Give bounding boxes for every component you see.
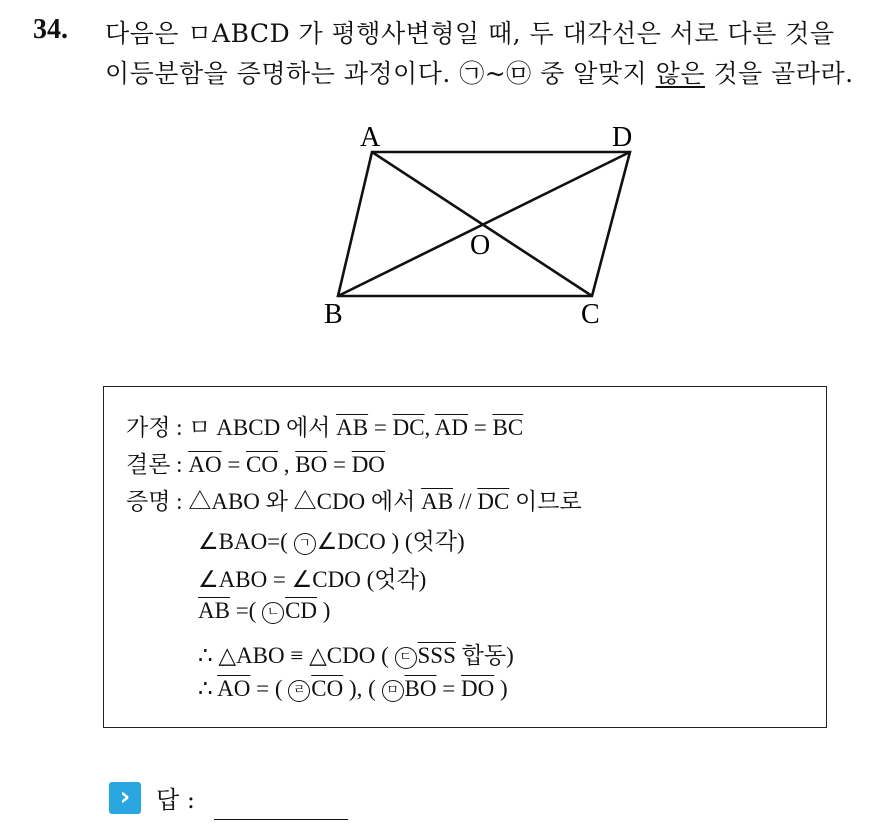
segment-ao: $\overline{AO}$ (188, 452, 222, 477)
question-text-line1: 다음은 ㅁABCD 가 평행사변형일 때, 두 대각선은 서로 다른 것을 (105, 19, 835, 48)
answer-arrow-icon: › (109, 782, 141, 814)
proof-step-3 (198, 598, 330, 624)
vertex-label-c: C (581, 299, 600, 330)
proof-assumption (126, 409, 523, 442)
segment-co: $\overline{CO}$ (311, 676, 344, 701)
segment-ab: $\overline{AB}$ (421, 489, 454, 514)
proof-text: = (368, 415, 393, 440)
proof-conclusion (126, 446, 385, 479)
proof-text: △ABO 와 △CDO 에서 (188, 489, 422, 514)
sss-label: $\overline{SSS}$ (417, 643, 456, 668)
segment-ad: $\overline{AD}$ (434, 415, 468, 440)
underlined-word: 않은 (655, 59, 705, 88)
segment-do: $\overline{DO}$ (351, 452, 385, 477)
question-text-line2 (105, 54, 854, 90)
proof-text: ∴ (198, 676, 218, 701)
proof-text: = (221, 452, 247, 477)
proof-text: = ( (250, 676, 289, 701)
proof-text: ∴ △ABO ≡ △CDO ( (198, 643, 395, 668)
proof-text: 합동) (455, 643, 514, 668)
proof-heading: 결론 : (126, 452, 189, 477)
vertex-label-b: B (324, 299, 343, 330)
parallelogram-figure (300, 118, 670, 338)
proof-text: =( (229, 598, 263, 623)
proof-heading: 증명 : (126, 489, 189, 514)
circled-marker-5: ㅁ (382, 680, 404, 702)
circled-marker-4: ㄹ (288, 680, 310, 702)
segment-cd: $\overline{CD}$ (285, 598, 318, 623)
proof-step-4 (198, 637, 514, 670)
proof-step-parallel (126, 483, 582, 516)
proof-text: ∠ABO = ∠CDO (엇각) (198, 567, 427, 592)
proof-text: ) (317, 598, 331, 623)
circled-marker-2: ㄴ (262, 602, 284, 624)
diagonal-bd (338, 152, 630, 296)
question-text-part: 것을 골라라. (704, 59, 854, 88)
proof-text: ) (494, 676, 508, 701)
proof-text: // (453, 489, 478, 514)
segment-dc: $\overline{DC}$ (392, 415, 425, 440)
segment-co: $\overline{CO}$ (246, 452, 278, 477)
segment-bo: $\overline{BO}$ (295, 452, 328, 477)
proof-text: 이므로 (509, 489, 582, 514)
proof-text: = (327, 452, 352, 477)
proof-text: = (468, 415, 493, 440)
proof-step-5 (198, 676, 508, 702)
segment-ab: $\overline{AB}$ (198, 598, 230, 623)
proof-text: ∠DCO ) (엇각) (316, 529, 465, 554)
proof-text: ), ( (343, 676, 382, 701)
proof-heading: 가정 : (126, 415, 189, 440)
proof-text: ∠BAO=( (198, 529, 294, 554)
vertex-label-d: D (612, 122, 633, 153)
point-label-o: O (470, 230, 491, 261)
proof-box (103, 386, 827, 728)
question-text-part: 이등분함을 증명하는 과정이다. ㉠~㉤ 중 알맞지 (105, 59, 656, 88)
segment-do: $\overline{DO}$ (460, 676, 495, 701)
proof-text: ㅁ ABCD 에서 (188, 415, 337, 440)
question-number: 34. (33, 14, 68, 45)
proof-text: , (424, 415, 435, 440)
proof-step-1 (198, 523, 465, 556)
proof-text: , (278, 452, 296, 477)
circled-marker-3: ㄷ (395, 647, 417, 669)
answer-input-line[interactable] (214, 819, 348, 820)
segment-dc: $\overline{DC}$ (477, 489, 510, 514)
segment-ao: $\overline{AO}$ (217, 676, 251, 701)
proof-step-2 (198, 561, 426, 594)
proof-text: = (436, 676, 461, 701)
segment-bo: $\overline{BO}$ (404, 676, 437, 701)
segment-ab: $\overline{AB}$ (336, 415, 369, 440)
segment-bc: $\overline{BC}$ (492, 415, 524, 440)
circled-marker-1: ㄱ (294, 533, 316, 555)
vertex-label-a: A (360, 122, 381, 153)
answer-label: 답 : (156, 786, 195, 814)
